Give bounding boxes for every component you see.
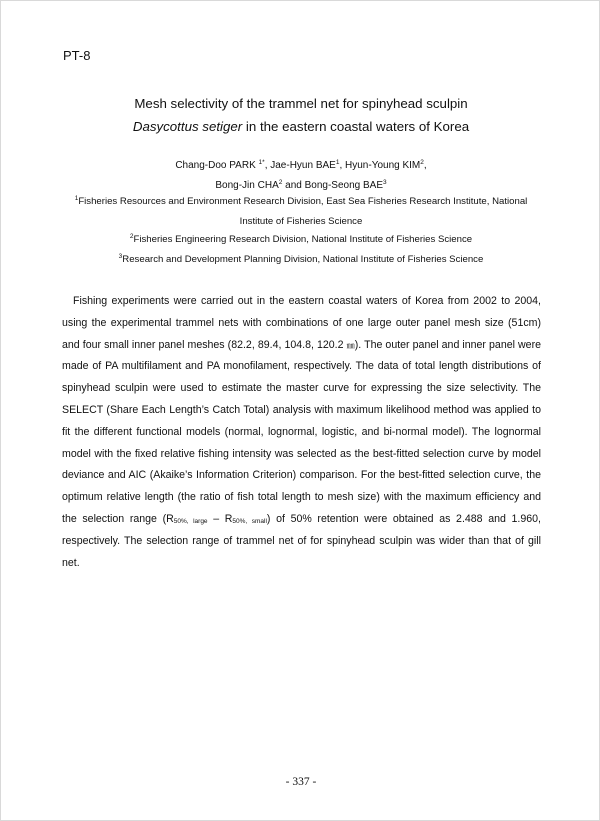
author-2: , Jae-Hyun BAE [264,160,336,171]
author-5-mark: 3 [383,179,387,186]
page-number: - 337 - [285,776,317,788]
paper-title-line-1: Mesh selectivity of the trammel net for spinyhead sculpin [134,96,468,111]
abstract-paragraph [62,291,541,574]
author-5: and Bong-Seong BAE [282,180,383,191]
mm-unit: ㎜ [346,340,355,350]
author-1: Chang-Doo PARK [175,160,259,171]
affiliation-2 [51,230,551,250]
abstract-text-3: ) of 50% retention were obtained as 2.488 and 1.960, respectively. The selection range of trammel net of for spinyhead sculpin was wider than that of gill net. [62,512,541,569]
author-3-tail: , [423,160,427,171]
abstract-text-2: ). The outer panel and inner panel were made of PA multifilament and PA monofilament, respectively. The data of total length distributions of spinyhead sculpin were used to estimate the master curve for expressing the size selectivity. The SELECT (Share Each Length’s Catch Total) analysis with maximum likelihood method was applied to fit the different functional models (normal, lognormal, logistic, and bi-normal model). The lognormal model with the fixed relative fishing intensity was selected as the best-fitted selection curve by model deviance and AIC (Akaike’s Information Criterion) comparison. For the best-fitted selection curve, the optimum relative length (the ratio of fish total length to mesh size) with the maximum efficiency and the selection range (R [62,338,541,525]
abstract-dash: – R [207,512,233,525]
affiliation-3-mark: 3 [118,253,123,260]
author-list [41,156,561,196]
session-code: PT-8 [63,48,91,63]
affiliation-3 [51,250,551,270]
author-1-mark: 1* [258,159,265,166]
affiliation-1 [51,192,551,232]
abstract [62,291,541,574]
author-3-mark: 2 [420,159,424,166]
author-4-mark: 2 [278,179,283,186]
affiliation-1-line-2: Institute of Fisheries Science [239,216,363,227]
author-4: Bong-Jin CHA [215,180,279,191]
affiliation-3-text: Research and Development Planning Division, National Institute of Fisheries Science [122,254,484,265]
affiliation-2-text: Fisheries Engineering Research Division, National Institute of Fisheries Science [133,234,473,245]
subscript-small: 50%, small [232,517,267,525]
affiliation-1-line-1: Fisheries Resources and Environment Research Division, East Sea Fisheries Research Institute, National [78,196,528,207]
abstract-text-1: Fishing experiments were carried out in the eastern coastal waters of Korea from 2002 to 2004, using the experimental trammel nets with combinations of one large outer panel mesh size (51cm) and four small inner panel meshes (82.2, 89.4, 104.8, 120.2 [62,295,541,351]
paper-title-line-2-rest: in the eastern coastal waters of Korea [242,119,470,134]
author-2-mark: 1 [335,159,340,166]
subscript-large: 50%, large [173,517,208,525]
author-3: , Hyun-Young KIM [339,160,421,171]
affiliation-1-mark: 1 [74,195,79,202]
species-name: Dasycottus setiger [132,119,243,134]
affiliation-2-mark: 2 [129,233,134,240]
paper-title-line-2 [41,119,561,134]
